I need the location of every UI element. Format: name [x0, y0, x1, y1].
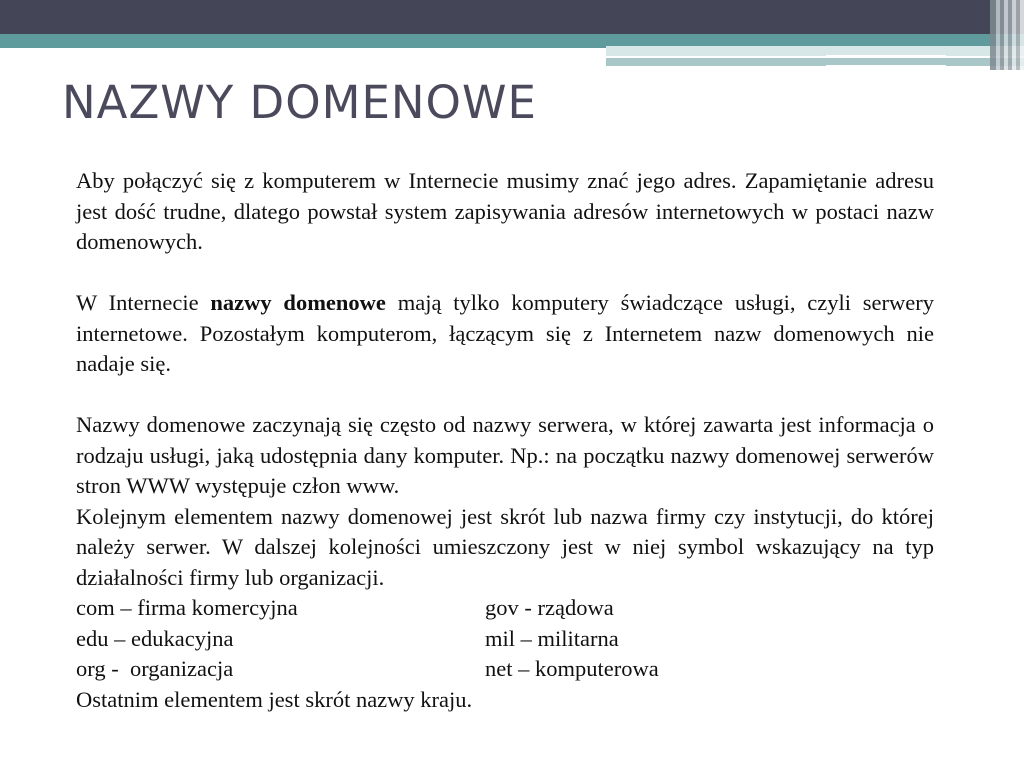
paragraph-server-name: Nazwy domenowe zaczynają się często od nazwy serwera, w której zawarta jest informacja o rodzaju usługi, jaką udostępnia dany komputer. Np.: na początku nazwy domenowej serwerów stron WWW występuje człon www. [76, 412, 934, 498]
domain-row [76, 593, 934, 624]
slide-title: NAZWY DOMENOWE [62, 76, 537, 129]
header-bar [0, 0, 1024, 34]
domain-left: com – firma komercyjna [76, 595, 298, 620]
domain-right: gov - rządowa [485, 595, 614, 620]
domain-right: net – komputerowa [485, 656, 659, 681]
domain-left: edu – edukacyjna [76, 625, 234, 651]
paragraph-company: Kolejnym elementem nazwy domenowej jest skrót lub nazwa firmy czy instytucji, do której należy serwer. W dalszej kolejności umieszczony jest w niej symbol wskazujący na typ działalności firmy lub organizacji. [76, 503, 934, 590]
domain-right: mil – militarna [485, 625, 619, 651]
paragraph-gap [76, 258, 934, 289]
domain-row [76, 654, 934, 685]
domain-left: org - organizacja [76, 656, 234, 681]
paragraph-intro: Aby połączyć się z komputerem w Internecie musimy znać jego adres. Zapamiętanie adresu jest dość trudne, dlatego powstał system zapisywania adresów internetowych w postaci nazw domenowych. [76, 168, 934, 254]
paragraph-closing: Ostatnim elementem jest skrót nazwy kraju. [76, 686, 473, 712]
bold-term: nazwy domenowe [210, 290, 386, 315]
decorative-line [826, 55, 946, 57]
accent-band-light-secondary [606, 58, 1024, 66]
paragraph-text: mają tylko komputery świadczące usługi, czyli serwery internetowe. Pozostałym komputerom, łączącym się z Internetem nazw domenowych nie nadaje się. [76, 290, 934, 376]
decorative-line [826, 65, 946, 67]
decorative-stripes [990, 0, 1024, 70]
accent-band-light [606, 46, 1024, 56]
paragraph-gap [76, 380, 934, 411]
paragraph-servers [76, 288, 934, 380]
paragraph-text: W Internecie [76, 290, 211, 315]
domain-row [76, 624, 934, 655]
slide-body [76, 166, 934, 715]
